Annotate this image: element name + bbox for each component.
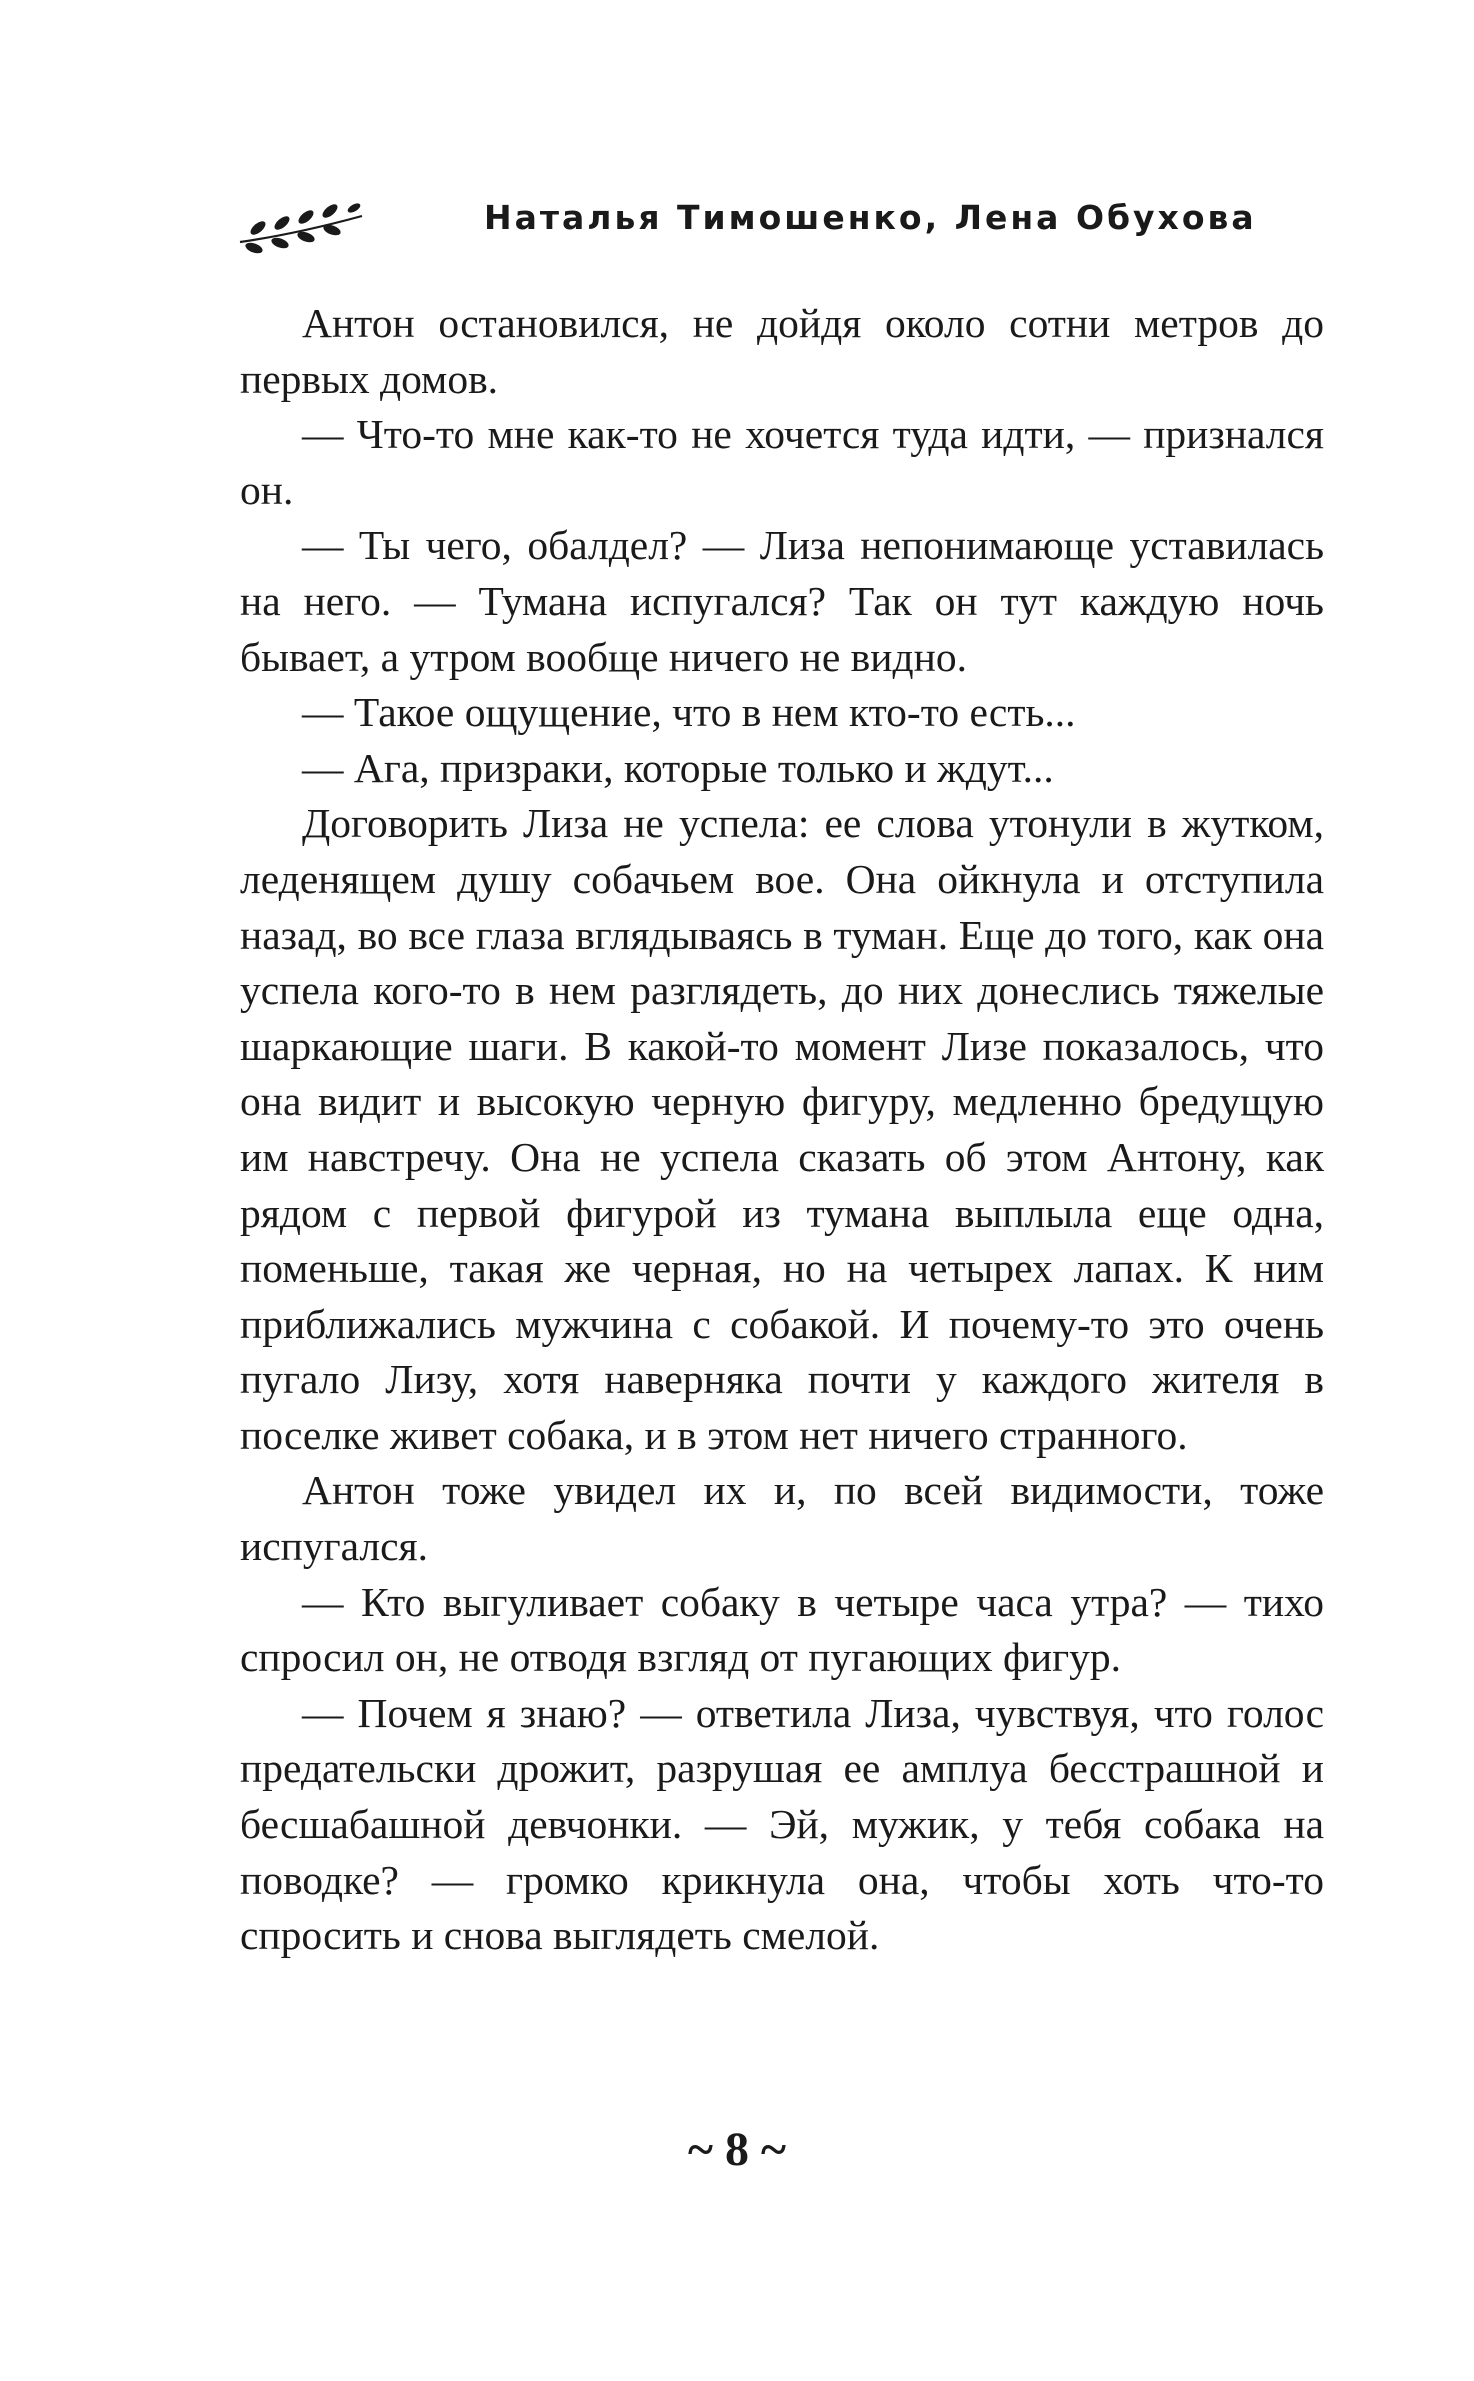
paragraph: — Что-то мне как-то не хочется туда идти, — признался он.	[240, 411, 1324, 513]
paragraph: — Такое ощущение, что в нем кто-то есть...	[302, 689, 1076, 736]
leaf-branch-icon	[236, 198, 364, 258]
paragraph: Антон тоже увидел их и, по всей видимости, тоже испугался.	[240, 1467, 1324, 1570]
paragraph: — Ты чего, обалдел? — Лиза непонимающе уставилась на него. — Тумана испугался? Так он тут каждую ночь бывает, а утром вообще ничего не видно.	[240, 522, 1324, 680]
paragraph: — Кто выгуливает собаку в четыре часа утра? — тихо спросил он, не отводя взгляд от пугающих фигур.	[240, 1578, 1324, 1681]
paragraph: — Ага, призраки, которые только и ждут...	[302, 744, 1054, 791]
page-header	[236, 188, 1336, 268]
page-number: ~ 8 ~	[688, 2123, 786, 2176]
paragraph: Антон остановился, не дойдя около сотни метров до первых домов.	[240, 300, 1324, 402]
paragraph: — Почем я знаю? — ответила Лиза, чувствуя, что голос предательски дрожит, разрушая ее амплуа бесстрашной и бесшабашной девчонки. — Эй, мужик, у тебя собака на поводке? — громко крикнула она, чтобы хоть что-то спросить и снова выглядеть смелой.	[240, 1689, 1324, 1959]
body-text	[240, 296, 1324, 1964]
paragraph: Договорить Лиза не успела: ее слова утонули в жутком, леденящем душу собачьем вое. Она ойкнула и отступила назад, во все глаза вглядываясь в туман. Еще до того, как она успела кого-то в нем разглядеть, до них донеслись тяжелые шаркающие шаги. В какой-то момент Лизе показалось, что она видит и высокую черную фигуру, медленно бредущую им навстречу. Она не успела сказать об этом Антону, как рядом с первой фигурой из тумана выплыла еще одна, поменьше, такая же черная, но на четырех лапах. К ним приближались мужчина с собакой. И почему-то это очень пугало Лизу, хотя наверняка почти у каждого жителя в поселке живет собака, и в этом нет ничего странного.	[240, 800, 1324, 1458]
running-head: Наталья Тимошенко, Лена Обухова	[484, 198, 1257, 237]
